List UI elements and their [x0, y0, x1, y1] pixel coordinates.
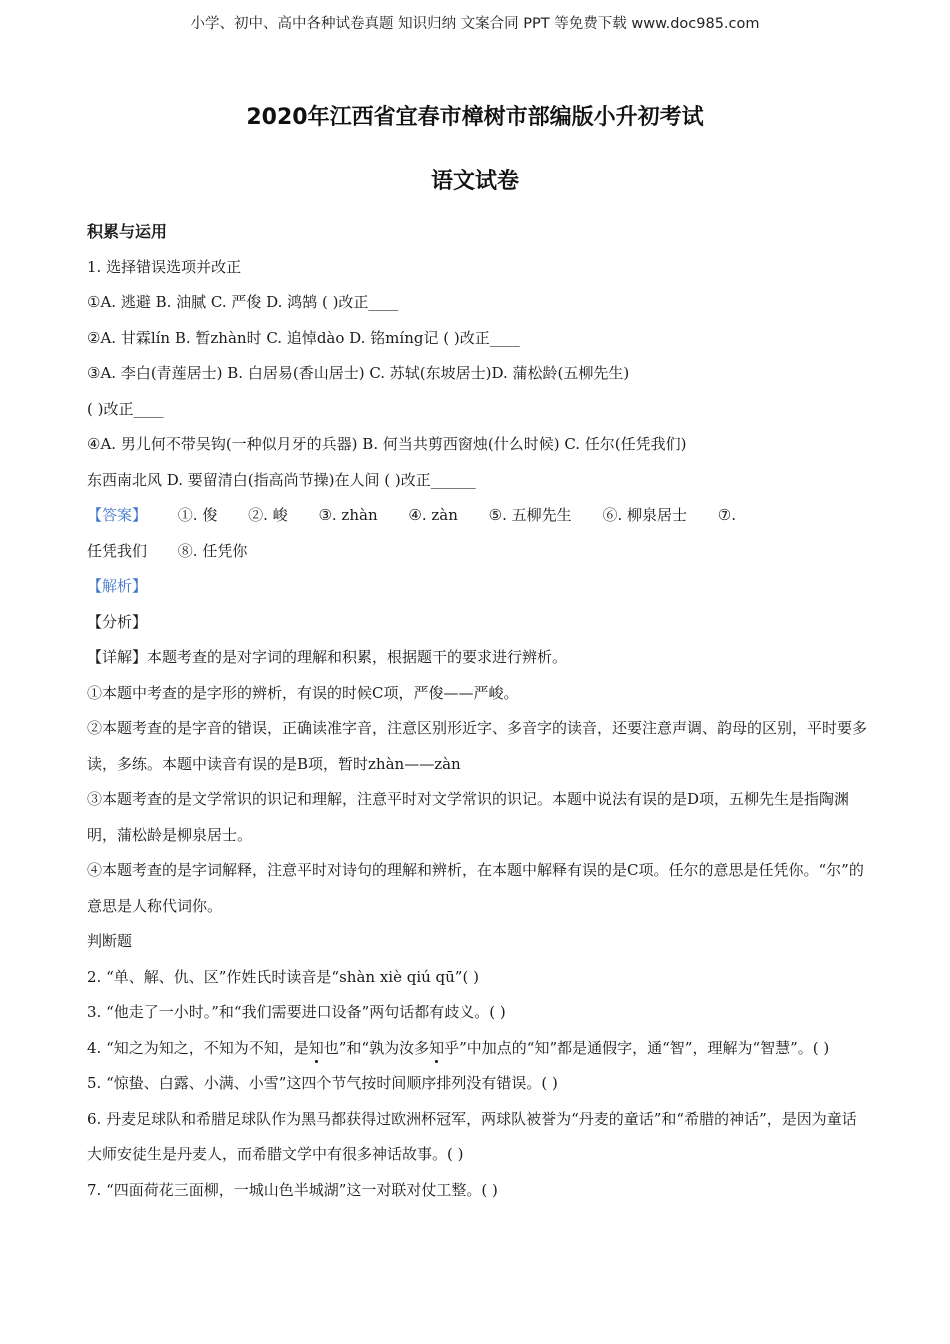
answer-1: ①. 俊 — [177, 506, 218, 524]
question-5: 5. “惊蛰、白露、小满、小雪”这四个节气按时间顺序排列没有错误。( ) — [87, 1074, 558, 1092]
question-4-pre: 4. “知之为知之，不知为不知，是 — [87, 1038, 309, 1057]
answer-6: ⑥. 柳泉居士 — [602, 506, 687, 524]
question-1-item-2: ②A. 甘霖lín B. 暂zhàn时 C. 追悼dào D. 铭míng记 ( )改正____ — [87, 328, 520, 347]
question-1-item-1: ①A. 逃避 B. 油腻 C. 严俊 D. 鸿鹄 ( )改正____ — [87, 293, 399, 311]
question-4-post: 乎”中加点的“知”都是通假字，通“智”，理解为“智慧”。( ) — [444, 1038, 830, 1057]
answer-line-2 — [87, 534, 867, 570]
explanation-1: ①本题中考查的是字形的辨析，有误的时候C项，严俊——严峻。 — [87, 683, 519, 702]
answer-2: ②. 峻 — [248, 506, 288, 524]
detail-text: 【详解】本题考查的是对字词的理解和积累，根据题干的要求进行辨析。 — [87, 648, 568, 666]
question-1-item-3-blank: ( )改正____ — [87, 399, 164, 418]
answer-3: ③. zhàn — [318, 506, 378, 524]
analysis-label: 【解析】 — [87, 577, 148, 595]
page-header: 小学、初中、高中各种试卷真题 知识归纳 文案合同 PPT 等免费下载 www.doc985.com — [190, 16, 760, 32]
section-heading-accumulation: 积累与运用 — [87, 222, 168, 241]
fenxi-label: 【分析】 — [87, 612, 148, 631]
question-7: 7. “四面荷花三面柳，一城山色半城湖”这一对联对仗工整。( ) — [87, 1180, 498, 1199]
answer-label: 【答案】 — [87, 506, 148, 524]
explanation-2: ②本题考查的是字音的错误，正确读准字音，注意区别形近字、多音字的读音，还要注意声调、韵母的区别，平时要多读，多练。本题中读音有误的是B项，暂时zhàn——zàn — [87, 719, 868, 773]
answer-7: 任凭我们 — [87, 541, 148, 560]
question-6: 6. 丹麦足球队和希腊足球队作为黑马都获得过欧洲杯冠军，两球队被誉为“丹麦的童话”和“希腊的神话”，是因为童话大师安徒生是丹麦人，而希腊文学中有很多神话故事。( ) — [87, 1109, 857, 1163]
question-1-stem: 1. 选择错误选项并改正 — [87, 257, 242, 276]
exam-subtitle: 语文试卷 — [430, 169, 519, 194]
question-1-item-4-cont: 东西南北风 D. 要留清白(指高尚节操)在人间 ( )改正______ — [87, 470, 476, 489]
answer-line — [87, 498, 867, 534]
question-2: 2. “单、解、仇、区”作姓氏时读音是“shàn xiè qiú qū”( ) — [87, 967, 479, 986]
answer-8: ⑧. 任凭你 — [177, 541, 248, 560]
exam-title: 2020年江西省宜春市樟树市部编版小升初考试 — [246, 105, 704, 130]
question-1-item-4: ④A. 男儿何不带吴钩(一种似月牙的兵器) B. 何当共剪西窗烛(什么时候) C. 任尔(任凭我们) — [87, 435, 687, 453]
answer-5: ⑤. 五柳先生 — [488, 506, 572, 524]
explanation-3: ③本题考查的是文学常识的识记和理解，注意平时对文学常识的识记。本题中说法有误的是D项，五柳先生是指陶渊明，蒲松龄是柳泉居士。 — [87, 790, 850, 844]
explanation-4: ④本题考查的是字词解释，注意平时对诗句的理解和辨析，在本题中解释有误的是C项。任尔的意思是任凭你。“尔”的意思是人称代词你。 — [87, 861, 864, 915]
answer-7-label: ⑦. — [717, 506, 736, 524]
question-1-item-3: ③A. 李白(青莲居士) B. 白居易(香山居士) C. 苏轼(东坡居士)D. 蒲松龄(五柳先生) — [87, 364, 630, 382]
answer-4: ④. zàn — [408, 506, 458, 524]
question-4-mid: 也”和“孰为汝多 — [323, 1038, 430, 1057]
dotted-char-1: 知 — [309, 1031, 324, 1067]
section-heading-judgement: 判断题 — [87, 932, 133, 950]
question-3: 3. “他走了一小时。”和“我们需要进口设备”两句话都有歧义。( ) — [87, 1003, 506, 1021]
dotted-char-2: 知 — [429, 1031, 444, 1067]
exam-content — [87, 214, 867, 1208]
question-4 — [87, 1031, 867, 1067]
